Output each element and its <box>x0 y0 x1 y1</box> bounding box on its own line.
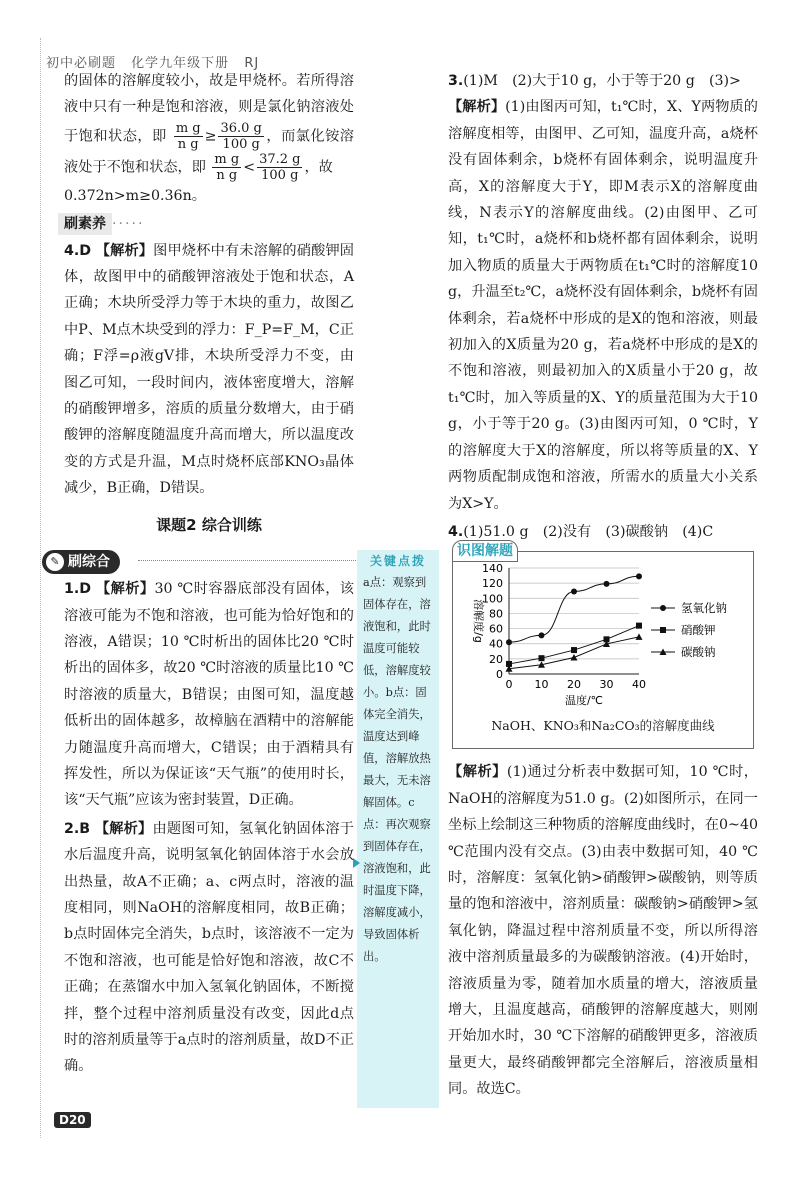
data-point <box>539 633 545 639</box>
data-point <box>539 655 545 661</box>
y-axis-label: 溶解度/g <box>472 599 485 644</box>
pen-icon: ✎ <box>46 553 64 571</box>
legend-label: 硝酸钾 <box>681 623 716 638</box>
key-tips-title: 关键点拨 <box>369 554 426 568</box>
analysis-label: 【解析】 <box>94 820 153 837</box>
data-point <box>636 623 642 629</box>
solubility-chart <box>452 543 754 749</box>
relation-lt: < <box>243 159 256 176</box>
y-tick-label: 40 <box>489 638 503 652</box>
left-column <box>50 68 354 1080</box>
y-tick-label: 120 <box>482 577 503 591</box>
answer-letter: D <box>79 581 92 598</box>
relation-ge: ≥ <box>204 128 217 145</box>
chart-caption: NaOH、KNO₃和Na₂CO₃的溶解度曲线 <box>491 718 715 734</box>
analysis-label: 【解析】 <box>95 581 155 598</box>
analysis-text: (1)通过分析表中数据可知，10 ℃时，NaOH的溶解度为51.0 g。(2)如图所示，在同一坐标上绘制这三种物质的溶解度曲线时，在0~40 ℃范围内没有交点。(3)由表中数据可知，40 ℃时，溶解度：氢氧化钠>硝酸钾>碳酸钠，则等质量的饱和溶液中，溶剂质量：碳酸钠>硝酸钾>氢氧化钠，降温过程中溶剂质量不变，所以所得溶液中溶剂质量最多的为碳酸钠溶液。(4)开始时，溶液质量为零，随着加水质量的增大，溶液质量增大，且温度越高，硝酸钾的溶解度越大，则刚开始加水时，30 ℃下溶解的硝酸钾更多，溶液质量更大，最终硝酸钾都完全溶解后，溶液质量相同。故选C。 <box>448 764 758 1098</box>
data-point <box>506 640 512 646</box>
header-subject: 化学九年级下册 <box>131 56 230 71</box>
left-continuation <box>64 68 354 209</box>
analysis-text: (1)由图丙可知，t₁℃时，X、Y两物质的溶解度相等，由图甲、乙可知，温度升高，a烧杯没有固体剩余，b烧杯有固体剩余，说明温度升高，X的溶解度大于Y，即M表示X的溶解度曲线，N表示Y的溶解度曲线。(2)由图甲、乙可知，t₁℃时，a烧杯和b烧杯都有固体剩余，说明加入物质的质量大于两物质在t₁℃时的溶解度10 g，升温至t₂℃，a烧杯没有固体剩余，b烧杯有固体剩余，若a烧杯中形成的是X的饱和溶液，则最初加入的X质量为20 g，若a烧杯中形成的是X的不饱和溶液，则最初加入的X质量小于20 g，故t₁℃时，加入等质量的X、Y的质量范围为大于10 g，小于等于20 g。(3)由图丙可知，0 ℃时，Y的溶解度大于X的溶解度，所以将等质量的X、Y两物质配制成饱和溶液，所需水的质量大小关系为X>Y。 <box>448 99 758 512</box>
analysis-text: 30 ℃时容器底部没有固体，该溶液可能为不饱和溶液，也可能为恰好饱和的溶液，A错误；10 ℃时析出的固体比20 ℃时析出的固体多，故20 ℃时溶液的质量比10 ℃时溶液的质量大，B错误；由图可知，温度越低析出的固体越多，故樟脑在酒精中的溶解能力随温度升高而增大，C错误；由于酒精具有挥发性，所以为保证该“天气瓶”的使用时长，该“天气瓶”应该为密封装置，D正确。 <box>64 581 354 809</box>
header-book: 初中必刷题 <box>46 56 117 71</box>
answer-letter: D <box>79 242 92 259</box>
section-shuazonghe <box>42 548 354 574</box>
data-point <box>571 654 578 661</box>
question-number: 1. <box>64 581 80 598</box>
page-number: D20 <box>54 1112 91 1128</box>
section-tag-zonghe: ✎ 刷综合 <box>42 550 120 574</box>
fraction-mn-2: $\frac{\text{m g}}{\text{n g}}$ <box>214 151 240 183</box>
series-line-1 <box>509 577 639 643</box>
analysis-label: 【解析】 <box>95 242 154 259</box>
fraction-37: $\frac{37.2 g}{100 g}$ <box>259 151 301 183</box>
right-column <box>448 68 758 1103</box>
question-2 <box>64 816 354 1080</box>
y-tick-label: 60 <box>489 622 503 636</box>
analysis-text: 由题图可知，氢氧化钠固体溶于水后温度升高，说明氢氧化钠固体溶于水会放出热量，故A不正确；a、c两点时，溶液的温度相同，则NaOH的溶解度相同，故B正确；b点时固体完全消失，b点时，该溶液不一定为不饱和溶液，也可能是恰好饱和溶液，故C不正确；在蒸馏水中加入氢氧化钠固体，不断搅拌，整个过程中溶剂质量没有改变，因此d点时的溶剂质量等于a点时的溶剂质量，故D不正确。 <box>64 820 354 1075</box>
answer-text: (1)M (2)大于10 g，小于等于20 g (3)> <box>463 73 741 89</box>
x-tick-label: 40 <box>632 678 646 692</box>
y-tick-label: 100 <box>482 592 503 606</box>
section-shuasuyang: 刷素养 ····· <box>64 209 354 237</box>
header-edition: RJ <box>244 56 260 71</box>
legend-marker <box>660 627 666 633</box>
legend-label: 氢氧化钠 <box>681 601 727 616</box>
question-number: 3. <box>448 73 464 89</box>
question-3 <box>448 68 758 517</box>
question-4-left <box>64 238 354 502</box>
lesson-title: 课题2 综合训练 <box>156 515 262 534</box>
y-tick-label: 0 <box>496 668 503 682</box>
question-4-analysis <box>448 759 758 1102</box>
pointer-arrow-icon <box>353 858 360 868</box>
y-tick-label: 140 <box>482 562 503 576</box>
continuation-result: 0.372n>m≥0.36n。 <box>64 187 206 204</box>
x-tick-label: 20 <box>567 678 581 692</box>
question-number: 4. <box>448 523 464 540</box>
fraction-mn-1: $\frac{\text{m g}}{\text{n g}}$ <box>175 120 201 152</box>
continuation-text: 的固体的溶解度较小，故是甲烧杯。若所得溶液中只有一种是饱和溶液，则是氯化钠溶液处于饱和状态，即 <box>64 73 354 145</box>
data-point <box>571 589 577 595</box>
data-point <box>571 647 577 653</box>
x-tick-label: 10 <box>534 678 549 692</box>
analysis-label: 【解析】 <box>448 99 506 116</box>
page-border <box>40 38 42 1138</box>
y-tick-label: 80 <box>489 607 503 621</box>
data-point <box>636 634 643 641</box>
question-number: 2. <box>64 820 80 837</box>
analysis-text: 图甲烧杯中有未溶解的硝酸钾固体，故图甲中的硝酸钾溶液处于饱和状态，A正确；木块所受浮力等于木块的重力，故图乙中P、M点木块受到的浮力：F_P=F_M，C正确；F浮=ρ液gV排，木块所受浮力不变，由图乙可知，一段时间内，液体密度增大，溶解的硝酸钾增多，溶质的质量分数增大，由于硝酸钾的溶解度随温度升高而增大，所以温度改变的方式是升温，M点时烧杯底部KNO₃晶体减少，B正确，D错误。 <box>64 242 354 497</box>
legend-marker <box>660 605 666 611</box>
x-tick-label: 0 <box>505 678 513 692</box>
answer-letter: B <box>79 820 91 837</box>
continuation-text-3: ，故 <box>304 159 333 176</box>
x-axis-label: 温度/℃ <box>564 694 604 708</box>
key-tips-box <box>357 550 439 1108</box>
analysis-label: 【解析】 <box>448 764 507 781</box>
question-1 <box>64 576 354 814</box>
key-tips-text: a点：观察到固体存在，溶液饱和，此时温度可能较低，溶解度较小。b点：固体完全消失，温度达到峰值，溶解放热最大，无未溶解固体。c点：再次观察到固体存在，溶液饱和，此时温度下降，溶解度减小，导致固体析出。 <box>363 576 431 963</box>
answer-text: (1)51.0 g (2)没有 (3)碳酸钠 (4)C <box>463 523 714 540</box>
continuation-text-2: ，而氯化铵溶液处于不饱和状态，即 <box>64 128 354 176</box>
data-point <box>636 574 642 580</box>
fraction-36: $\frac{36.0 g}{100 g}$ <box>220 120 262 152</box>
section-tag-suyang: 刷素养 <box>58 213 112 235</box>
chart-tag: 识图解题 <box>452 540 518 562</box>
data-point <box>604 581 610 587</box>
question-number: 4. <box>64 242 80 259</box>
legend-label: 碳酸钠 <box>681 645 716 660</box>
y-tick-label: 20 <box>489 653 503 667</box>
x-tick-label: 30 <box>599 678 614 692</box>
